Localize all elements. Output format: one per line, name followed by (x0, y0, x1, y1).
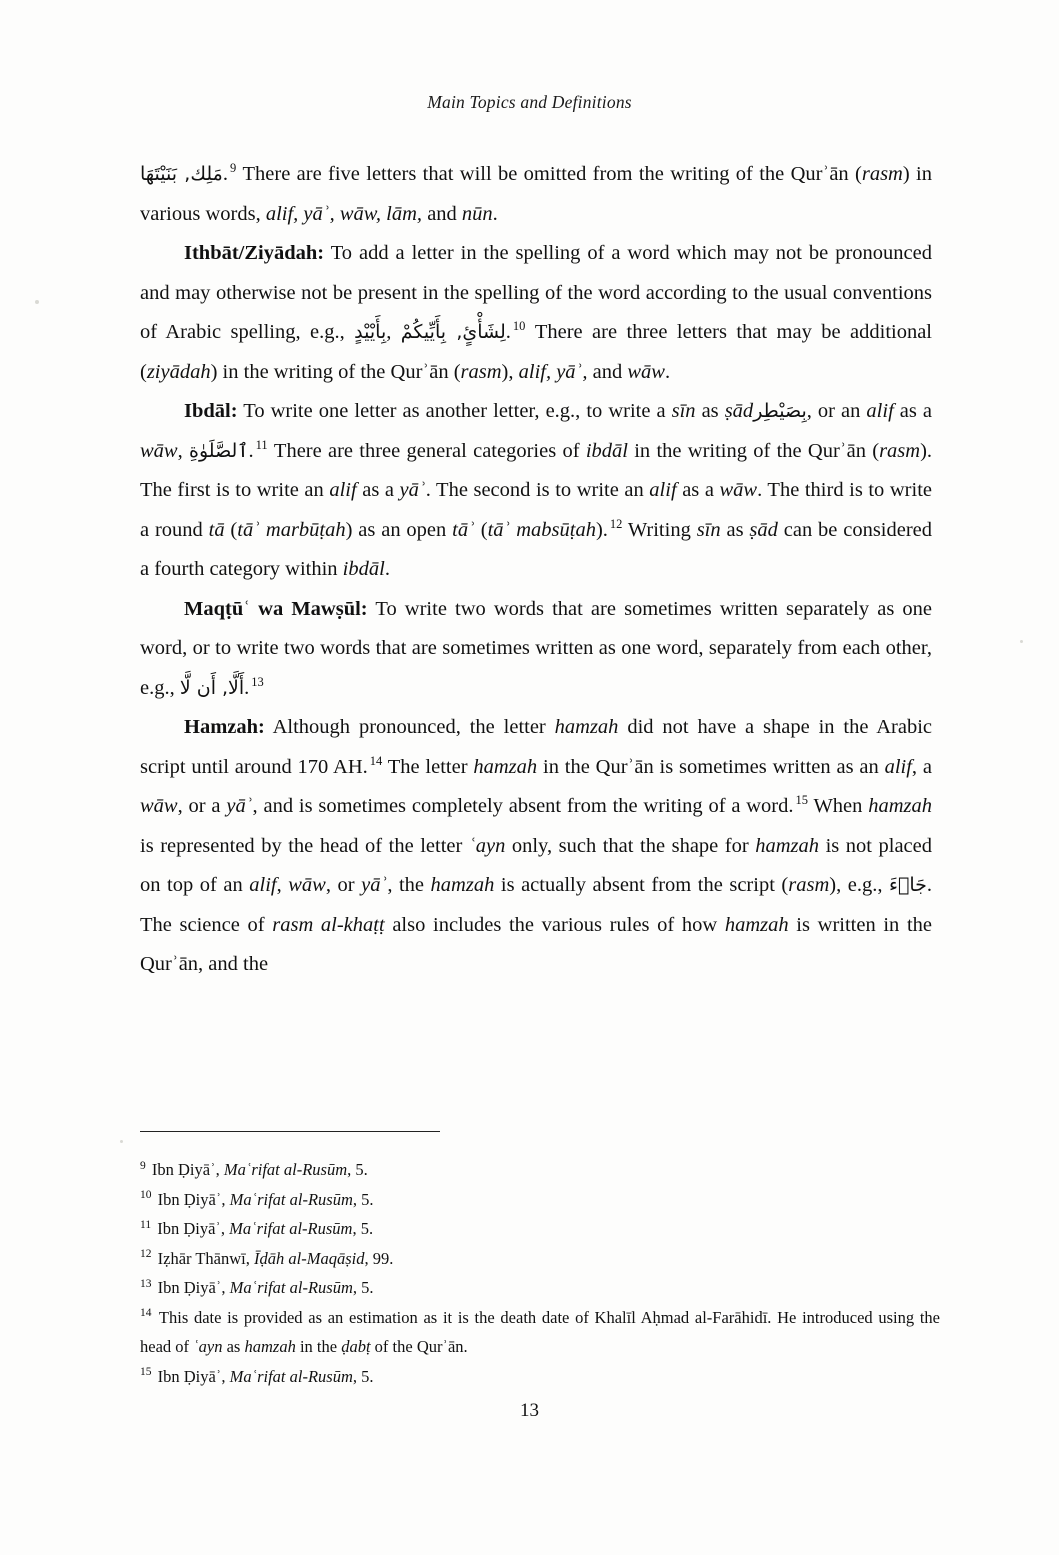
text-run: in the Qurʾān is sometimes written as an (537, 755, 885, 778)
text-run: ). (595, 518, 608, 541)
para-hadhf-continuation (140, 155, 932, 234)
italic-term: rasm (861, 163, 903, 185)
para-ibdal (140, 392, 932, 590)
text-run: , the (387, 874, 431, 896)
text-run: , or (325, 874, 362, 896)
text-run: , 5. (352, 1189, 374, 1209)
footnote-marker[interactable]: 12 (609, 516, 623, 531)
text-run: . The third is to write a round (140, 479, 932, 541)
page-number: 13 (520, 1400, 539, 1421)
text-run: This date is provided as an estimation as it is the death date of Khalīl Aḥmad al-Farāhidī. He introduced using the head of (140, 1307, 940, 1356)
term-heading: Ithbāt/Ziyādah: (184, 242, 325, 264)
text-run: Ibn Ḍiyāʾ, (157, 1189, 230, 1209)
italic-term: alif (884, 755, 912, 778)
text-run: The letter (382, 755, 474, 778)
text-run: ) as an open (345, 518, 453, 541)
footnote-entry (140, 1155, 940, 1185)
italic-term: wāw (140, 439, 178, 462)
text-run: When (808, 795, 869, 817)
text-run: , (386, 321, 401, 343)
footnote-entry (140, 1303, 940, 1362)
italic-term: wāw (719, 479, 758, 501)
footnote-entry (140, 1185, 940, 1215)
text-run: is written in the Qurʾān, and the (140, 913, 932, 975)
italic-term: tāʾ mabsūṭah (487, 518, 596, 541)
text-run: Although pronounced, the letter (264, 716, 555, 738)
footnote-entry (140, 1244, 940, 1274)
text-run: . (222, 163, 228, 185)
footnote-marker[interactable]: 13 (251, 674, 264, 689)
footnote-marker[interactable]: 14 (369, 753, 383, 768)
italic-term: sīn (696, 518, 721, 541)
text-run: ) in the writing of the Qurʾān ( (210, 360, 461, 383)
text-run: in the writing of the Qurʾān ( (627, 439, 880, 462)
italic-term: tāʾ marbūṭah (237, 518, 346, 541)
text-run: Ibn Ḍiyāʾ, (157, 1366, 230, 1386)
footnote-number: 15 (140, 1366, 152, 1378)
italic-term: Maʿrifat al-Rusūm (229, 1278, 353, 1297)
scan-speck (1020, 640, 1023, 643)
text-run: To write one letter as another letter, e.g., to write a (237, 400, 672, 422)
text-run: ( (474, 518, 488, 541)
text-run: To add a letter in the spelling of a word which may not be pronounced and may otherwise not be present in the spelling of the word according to the usual conventions of Arabic spelling, e.g., (140, 242, 932, 343)
text-run: There are three letters that may be additional ( (140, 321, 933, 383)
footnote-marker[interactable]: 15 (795, 793, 809, 808)
text-run: There are three general categories of (267, 439, 586, 462)
footnote-number: 13 (140, 1277, 152, 1290)
italic-term: alif (329, 479, 357, 501)
term-heading: Maqṭūʿ wa Mawṣūl: (184, 597, 368, 620)
arabic-example: بِأَيْيْدٍ (354, 321, 387, 343)
text-run: also includes the various rules of how (384, 913, 725, 936)
arabic-example: بِصَيْطِر (753, 400, 807, 422)
italic-term: hamzah (755, 834, 820, 857)
italic-term: hamzah (868, 795, 933, 817)
text-run: To write two words that are sometimes written separately as one word, or to write two words that are sometimes written as one word, separately from each other, e.g., (140, 597, 932, 699)
text-run: . The science of (140, 874, 933, 936)
text-run: . (248, 439, 254, 462)
running-head: Main Topics and Definitions (427, 92, 632, 112)
text-run: , or an (806, 400, 867, 422)
arabic-example: مَلِك, بَنَيْتَهَا (140, 163, 223, 185)
italic-term: Īḍāh al-Maqāṣid (254, 1248, 365, 1268)
term-heading: Hamzah: (184, 716, 265, 738)
arabic-example: لِشَأْىٍٔ, بِأَيِّيكُمْ (400, 321, 506, 343)
text-run: as a (676, 479, 720, 501)
para-ithbat-ziyadah (140, 234, 932, 392)
italic-term: rasm (788, 874, 830, 896)
italic-term: alif (866, 400, 894, 422)
text-run: ), e.g., (829, 874, 890, 896)
italic-term: Maʿrifat al-Rusūm (229, 1219, 353, 1238)
italic-term: wāw (627, 360, 665, 383)
italic-term: alif (249, 874, 277, 896)
text-run: , 5. (352, 1278, 374, 1297)
text-run: . The second is to write an (425, 479, 650, 501)
text-run: ) in various words, (140, 163, 932, 225)
text-run: as (222, 1337, 245, 1356)
text-run: , (177, 439, 190, 462)
footnote-separator-rule (140, 1131, 440, 1132)
body-text-column (140, 155, 932, 985)
text-run: , (276, 874, 289, 896)
text-run: . (384, 558, 390, 580)
footnotes-block (140, 1155, 940, 1391)
italic-term: rasm (879, 439, 921, 462)
italic-term: alif (649, 479, 677, 501)
italic-term: hamzah (724, 913, 789, 936)
italic-term: Maʿrifat al-Rusūm (229, 1189, 353, 1209)
italic-term: hamzah (430, 874, 495, 896)
italic-term: ṣād (749, 518, 778, 541)
text-run: as (695, 400, 725, 422)
text-run: is actually absent from the script ( (494, 874, 789, 896)
text-run: can be considered a fourth category within (140, 518, 933, 580)
text-run: and (587, 360, 628, 383)
italic-term: ṣād (724, 400, 754, 422)
footnote-number: 10 (140, 1189, 152, 1201)
footnote-entry (140, 1214, 940, 1244)
scan-speck (120, 1140, 123, 1143)
text-run: . (505, 321, 511, 343)
text-run: as (720, 518, 750, 541)
text-run: ʾ (822, 163, 830, 185)
italic-term: Maʿrifat al-Rusūm (229, 1366, 353, 1386)
text-run: ( (224, 518, 238, 541)
italic-term: ibdāl (585, 439, 628, 462)
italic-term: yāʾ (361, 874, 388, 896)
scan-speck (35, 300, 39, 304)
italic-term: sīn (671, 400, 696, 422)
italic-term: alif, yāʾ, (518, 360, 588, 383)
text-run: , or a (177, 795, 227, 817)
text-run: . (244, 676, 250, 699)
text-run: as a (356, 479, 400, 501)
italic-term: ʿayn (193, 1337, 223, 1356)
text-run: There are five letters that will be omitted from the writing of the Qur (236, 163, 823, 185)
text-run: Iẓhār Thānwī, (157, 1248, 254, 1268)
text-run: , a (911, 755, 932, 778)
text-run: . (664, 360, 671, 383)
footnote-entry (140, 1273, 940, 1303)
footnote-number: 14 (140, 1307, 152, 1319)
italic-term: ḍabṭ (341, 1337, 371, 1356)
footnote-number: 9 (140, 1159, 146, 1172)
text-run: as a (893, 400, 933, 422)
footnote-marker[interactable]: 10 (512, 319, 526, 334)
text-run: , 5. (352, 1366, 374, 1386)
para-maqtu-wa-mawsul (140, 590, 932, 709)
italic-term: hamzah (244, 1337, 296, 1356)
italic-term: wāw (288, 874, 326, 896)
italic-term: rasm (460, 360, 502, 383)
text-run: Writing (622, 518, 697, 541)
text-run: in the (295, 1337, 342, 1356)
italic-term: hamzah (473, 755, 538, 778)
italic-term: yāʾ (399, 479, 426, 501)
text-run: , 5. (352, 1219, 374, 1238)
text-run: , and is sometimes completely absent from the writing of a word. (252, 795, 794, 817)
italic-term: ziyādah (146, 360, 211, 383)
footnote-marker[interactable]: 11 (255, 437, 268, 452)
text-run: . (492, 202, 498, 225)
arabic-example: أَلَّا, أَن لَّا (179, 676, 245, 699)
italic-term: rasm al-khaṭṭ (272, 913, 385, 936)
italic-term: wāw (140, 795, 178, 817)
text-run: , 99. (364, 1248, 394, 1268)
text-run: ). The first is to write an (140, 439, 933, 501)
text-run: did not have a shape in the Arabic script until around 170 AH. (140, 716, 932, 778)
term-heading: Ibdāl: (184, 400, 238, 422)
italic-term: Maʿrifat al-Rusūm (223, 1160, 348, 1179)
italic-term: tāʾ (452, 518, 475, 541)
footnote-number: 11 (140, 1218, 152, 1231)
italic-term: yāʾ (226, 795, 253, 817)
arabic-example: جَاۤءَ (889, 874, 927, 896)
text-run: Ibn Ḍiyāʾ, (157, 1278, 230, 1297)
text-run: and (422, 202, 462, 225)
text-run: ān ( (829, 163, 862, 185)
text-run: is represented by the head of the letter (140, 834, 469, 857)
para-hamzah (140, 708, 932, 985)
text-run: ), (501, 360, 519, 383)
text-run: Ibn Ḍiyāʾ, (151, 1160, 224, 1179)
text-run: is not placed on top of an (140, 834, 932, 896)
italic-term: alif, yāʾ, wāw, lām, (265, 202, 423, 225)
italic-term: ʿayn (468, 834, 506, 857)
italic-term: tā (208, 518, 225, 541)
text-run: only, such that the shape for (505, 834, 756, 857)
footnote-entry (140, 1362, 940, 1392)
text-run: Ibn Ḍiyāʾ, (157, 1219, 230, 1238)
italic-term: hamzah (554, 716, 619, 738)
italic-term: ibdāl (342, 558, 385, 580)
text-run: , 5. (347, 1160, 368, 1179)
footnote-number: 12 (140, 1248, 152, 1260)
arabic-example: ٱلصَّلَوٰةِ (189, 439, 249, 462)
footnote-marker[interactable]: 9 (229, 161, 237, 176)
italic-term: nūn (461, 202, 493, 225)
text-run: of the Qurʾān. (370, 1337, 468, 1356)
